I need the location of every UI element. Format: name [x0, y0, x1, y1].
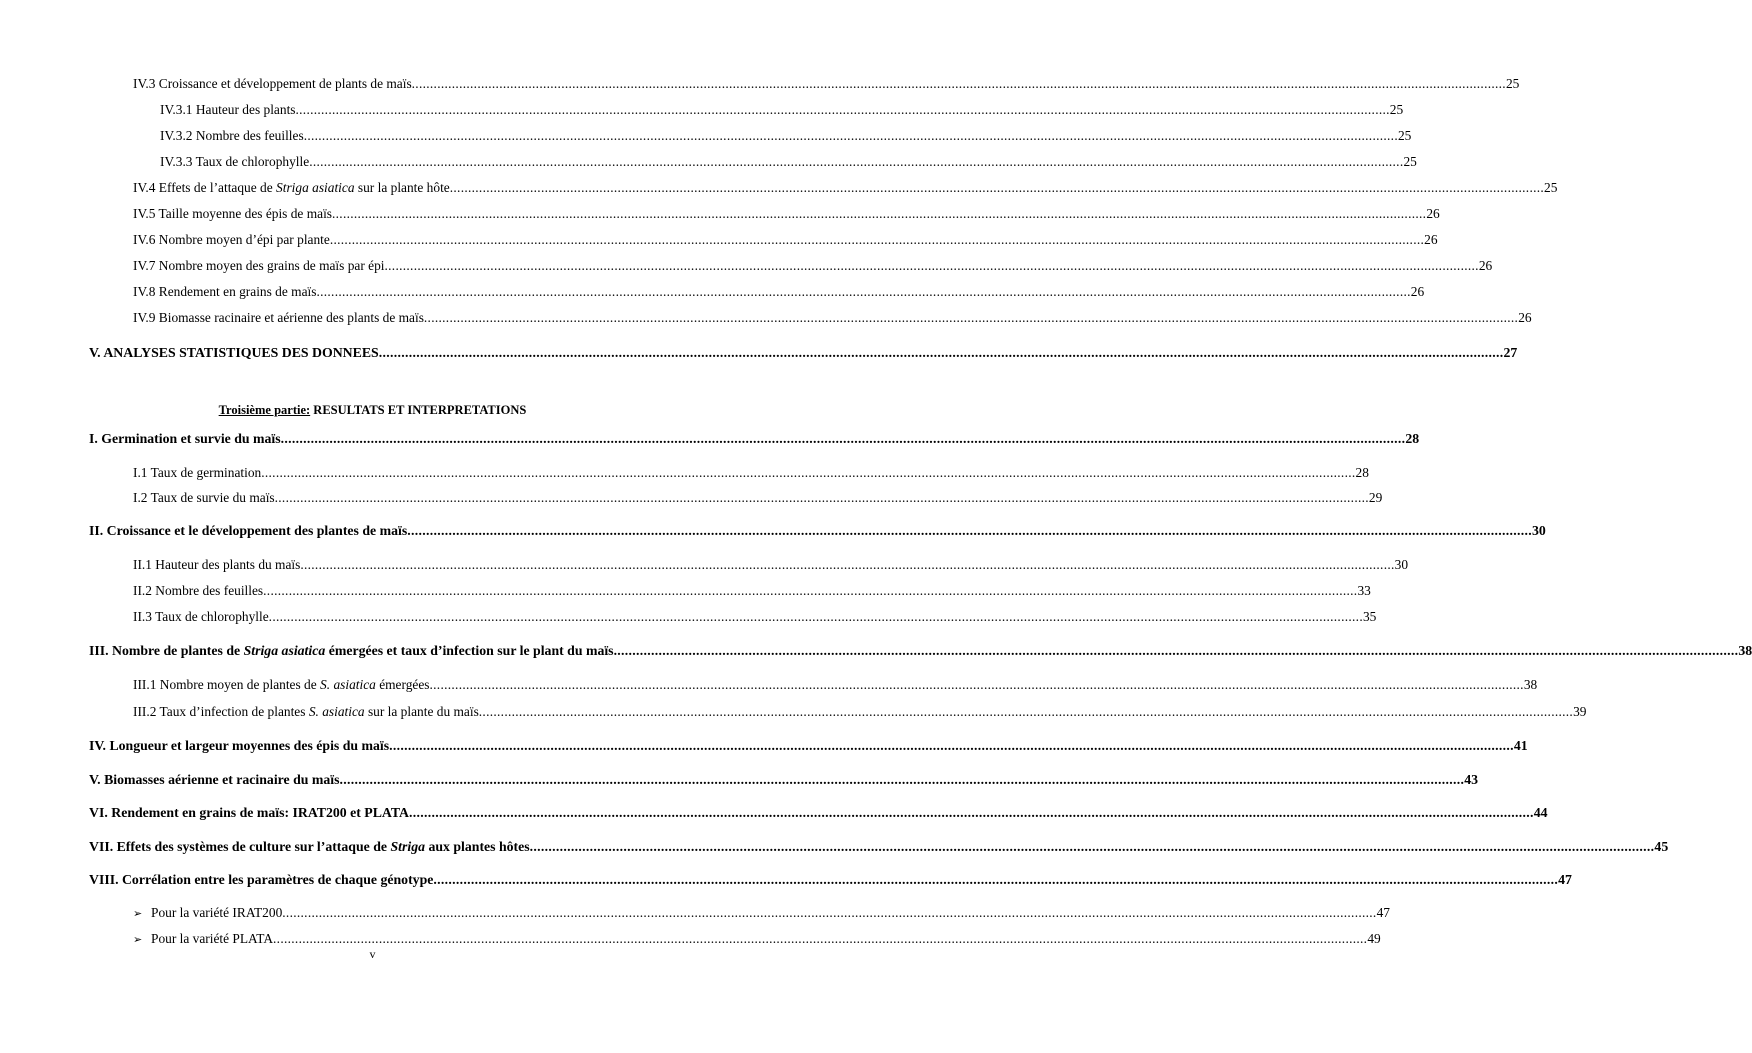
dot-leader: ............................................................................................................................................................................................................................................................................................................	[429, 677, 1524, 692]
toc-entry[interactable]	[89, 643, 1752, 659]
toc-entry-title	[133, 704, 479, 720]
part-heading-title: RESULTATS ET INTERPRETATIONS	[310, 403, 527, 417]
toc-entry[interactable]	[133, 557, 1409, 573]
toc-entry[interactable]	[133, 310, 1532, 326]
dot-leader: ............................................................................................................................................................................................................................................................................................................	[282, 905, 1377, 920]
toc-entry[interactable]	[89, 772, 1479, 788]
toc-text: IV.6 Nombre moyen d’épi par plante	[133, 232, 330, 247]
dot-leader: ............................................................................................................................................................................................................................................................................................................	[273, 931, 1368, 946]
toc-text: VII. Effets des systèmes de culture sur l’attaque de	[89, 839, 391, 854]
toc-text: II.2 Nombre des feuilles	[133, 583, 264, 598]
toc-text: sur la plante hôte	[354, 180, 450, 195]
toc-text: I. Germination et survie du maïs	[89, 431, 281, 446]
toc-entry-title	[89, 805, 409, 821]
toc-entry-title	[133, 931, 273, 948]
toc-text: IV.7 Nombre moyen des grains de maïs par épi	[133, 258, 385, 273]
toc-page-number: 25	[1389, 102, 1404, 117]
toc-page-number: 47	[1376, 905, 1390, 920]
dot-leader: ............................................................................................................................................................................................................................................................................................................	[384, 258, 1479, 273]
toc-entry-title	[133, 76, 412, 92]
toc-text: IV.9 Biomasse racinaire et aérienne des plants de maïs	[133, 310, 424, 325]
toc-entry[interactable]	[133, 905, 1390, 922]
toc-page-number: 45	[1654, 839, 1669, 854]
dot-leader: ............................................................................................................................................................................................................................................................................................................	[329, 232, 1425, 247]
toc-entry[interactable]	[160, 128, 1412, 144]
toc-entry-title	[133, 490, 275, 506]
toc-entry[interactable]	[133, 232, 1438, 248]
toc-entry-title	[133, 677, 430, 693]
toc-entry[interactable]	[133, 931, 1381, 948]
toc-page-number: 25	[1397, 128, 1412, 143]
toc-page-number: 25	[1505, 76, 1520, 91]
page-number: v	[369, 947, 376, 961]
dot-leader: ............................................................................................................................................................................................................................................................................................................	[433, 872, 1559, 887]
toc-entry[interactable]	[160, 154, 1417, 170]
dot-leader: ............................................................................................................................................................................................................................................................................................................	[423, 310, 1519, 325]
toc-entry[interactable]	[89, 345, 1518, 361]
toc-entry-title	[89, 772, 340, 788]
dot-leader: ............................................................................................................................................................................................................................................................................................................	[529, 839, 1655, 854]
toc-entry[interactable]	[89, 523, 1546, 539]
toc-text: IV.3.3 Taux de chlorophylle	[160, 154, 310, 169]
toc-entry[interactable]	[133, 76, 1520, 92]
toc-entry[interactable]	[89, 431, 1420, 447]
toc-entry[interactable]	[160, 102, 1404, 118]
toc-entry-title	[160, 128, 304, 144]
toc-page-number: 28	[1355, 465, 1369, 480]
toc-entry[interactable]	[133, 206, 1440, 222]
dot-leader: ............................................................................................................................................................................................................................................................................................................	[449, 180, 1545, 195]
toc-entry-title	[160, 102, 296, 118]
dot-leader: ............................................................................................................................................................................................................................................................................................................	[280, 431, 1406, 446]
toc-page-number: 30	[1394, 557, 1409, 572]
dot-leader: ............................................................................................................................................................................................................................................................................................................	[332, 206, 1427, 221]
dot-leader: ............................................................................................................................................................................................................................................................................................................	[409, 805, 1534, 820]
toc-text: IV.8 Rendement en grains de maïs	[133, 284, 317, 299]
dot-leader: ............................................................................................................................................................................................................................................................................................................	[268, 609, 1363, 624]
italic-species-name: Striga	[390, 839, 425, 854]
dot-leader: ............................................................................................................................................................................................................................................................................................................	[309, 154, 1404, 169]
toc-page-number: 26	[1410, 284, 1425, 299]
toc-page-number: 49	[1367, 931, 1381, 946]
toc-entry[interactable]	[133, 704, 1587, 720]
toc-page-number: 26	[1478, 258, 1493, 273]
toc-page-number: 29	[1368, 490, 1383, 505]
toc-entry-title	[133, 905, 282, 922]
toc-text: IV.4 Effets de l’attaque de	[133, 180, 277, 195]
toc-page-number: 47	[1558, 872, 1572, 887]
toc-text: émergées	[375, 677, 430, 692]
toc-text: II. Croissance et le développement des plantes de maïs	[89, 523, 408, 538]
dot-leader: ............................................................................................................................................................................................................................................................................................................	[261, 465, 1356, 480]
arrow-bullet-icon: ➢	[133, 934, 143, 946]
toc-text: IV.3 Croissance et développement de plants de maïs	[133, 76, 412, 91]
toc-page-number: 38	[1523, 677, 1538, 692]
toc-text: II.1 Hauteur des plants du maïs	[133, 557, 301, 572]
toc-entry-title	[133, 206, 332, 222]
toc-entry-title	[133, 284, 316, 300]
dot-leader: ............................................................................................................................................................................................................................................................................................................	[613, 643, 1739, 658]
toc-page-number: 26	[1518, 310, 1532, 325]
italic-species-name: Striga asiatica	[243, 643, 326, 658]
toc-entry-title	[89, 523, 407, 539]
toc-page-number: 27	[1503, 345, 1518, 360]
arrow-bullet-icon: ➢	[133, 908, 143, 920]
toc-text: VI. Rendement en grains de maïs: IRAT200 et PLATA	[89, 805, 409, 820]
toc-page-number: 43	[1464, 772, 1479, 787]
dot-leader: ............................................................................................................................................................................................................................................................................................................	[300, 557, 1395, 572]
toc-text: IV.3.2 Nombre des feuilles	[160, 128, 304, 143]
toc-text: I.1 Taux de germination	[133, 465, 262, 480]
dot-leader: ............................................................................................................................................................................................................................................................................................................	[478, 704, 1574, 719]
toc-entry[interactable]	[133, 284, 1425, 300]
toc-entry[interactable]	[133, 465, 1369, 481]
toc-entry[interactable]	[89, 805, 1548, 821]
toc-entry-title	[160, 154, 309, 170]
dot-leader: ............................................................................................................................................................................................................................................................................................................	[274, 490, 1369, 505]
toc-page-number: 35	[1362, 609, 1377, 624]
dot-leader: ............................................................................................................................................................................................................................................................................................................	[339, 772, 1465, 787]
toc-page-number: 38	[1738, 643, 1752, 658]
toc-entry-title	[133, 557, 300, 573]
toc-text: VIII. Corrélation entre les paramètres de chaque génotype	[89, 872, 434, 887]
toc-page-number: 44	[1533, 805, 1548, 820]
part-heading-prefix: Troisième partie:	[218, 403, 311, 417]
toc-entry[interactable]	[133, 180, 1558, 196]
toc-text: V. ANALYSES STATISTIQUES DES DONNEES	[89, 345, 379, 360]
toc-page-number: 26	[1426, 206, 1440, 221]
dot-leader: ............................................................................................................................................................................................................................................................................................................	[378, 345, 1504, 360]
toc-text: IV.5 Taille moyenne des épis de maïs	[133, 206, 333, 221]
dot-leader: ............................................................................................................................................................................................................................................................................................................	[407, 523, 1532, 538]
toc-entry-title	[89, 738, 389, 754]
toc-page-number: 33	[1357, 583, 1371, 598]
toc-entry-title	[89, 431, 281, 447]
toc-page-number: 28	[1405, 431, 1420, 446]
toc-page-number: 25	[1403, 154, 1417, 169]
toc-entry-title	[133, 180, 450, 196]
part-heading	[0, 403, 745, 418]
toc-page-number: 25	[1544, 180, 1558, 195]
toc-entry[interactable]	[133, 490, 1383, 506]
toc-text: III.2 Taux d’infection de plantes	[133, 704, 309, 719]
toc-entry-title	[133, 310, 424, 326]
dot-leader: ............................................................................................................................................................................................................................................................................................................	[316, 284, 1411, 299]
toc-text: III. Nombre de plantes de	[89, 643, 244, 658]
toc-entry-title	[89, 345, 379, 361]
toc-entry-title	[133, 232, 330, 248]
toc-text: IV.3.1 Hauteur des plants	[160, 102, 296, 117]
toc-text: émergées et taux d’infection sur le plant du maïs	[325, 643, 614, 658]
toc-text: III.1 Nombre moyen de plantes de	[133, 677, 321, 692]
toc-entry[interactable]	[89, 872, 1572, 888]
dot-leader: ............................................................................................................................................................................................................................................................................................................	[263, 583, 1358, 598]
toc-entry-title	[133, 258, 385, 274]
toc-text: sur la plante du maïs	[364, 704, 479, 719]
toc-text: Pour la variété PLATA	[151, 931, 274, 946]
toc-text: aux plantes hôtes	[425, 839, 530, 854]
toc-page-number: 39	[1573, 704, 1587, 719]
italic-species-name: S. asiatica	[308, 704, 365, 719]
toc-entry[interactable]	[89, 839, 1669, 855]
toc-entry[interactable]	[89, 738, 1528, 754]
dot-leader: ............................................................................................................................................................................................................................................................................................................	[303, 128, 1398, 143]
toc-text: I.2 Taux de survie du maïs	[133, 490, 275, 505]
toc-entry-title	[133, 583, 263, 599]
toc-page-number: 41	[1513, 738, 1528, 753]
toc-text: IV. Longueur et largeur moyennes des épis du maïs	[89, 738, 390, 753]
toc-page-number: 30	[1531, 523, 1546, 538]
toc-entry-title	[89, 872, 433, 888]
toc-entry[interactable]	[133, 583, 1371, 599]
dot-leader: ............................................................................................................................................................................................................................................................................................................	[389, 738, 1514, 753]
toc-entry[interactable]	[133, 609, 1377, 625]
toc-text: Pour la variété IRAT200	[151, 905, 283, 920]
toc-entry-title	[133, 465, 261, 481]
toc-entry-title	[89, 643, 614, 659]
toc-entry[interactable]	[133, 258, 1493, 274]
italic-species-name: S. asiatica	[320, 677, 376, 692]
dot-leader: ............................................................................................................................................................................................................................................................................................................	[295, 102, 1390, 117]
toc-text: V. Biomasses aérienne et racinaire du maïs	[89, 772, 340, 787]
toc-entry-title	[89, 839, 530, 855]
toc-entry[interactable]	[133, 677, 1538, 693]
toc-page-number: 26	[1424, 232, 1438, 247]
italic-species-name: Striga asiatica	[276, 180, 355, 195]
dot-leader: ............................................................................................................................................................................................................................................................................................................	[411, 76, 1506, 91]
toc-entry-title	[133, 609, 269, 625]
toc-text: II.3 Taux de chlorophylle	[133, 609, 269, 624]
